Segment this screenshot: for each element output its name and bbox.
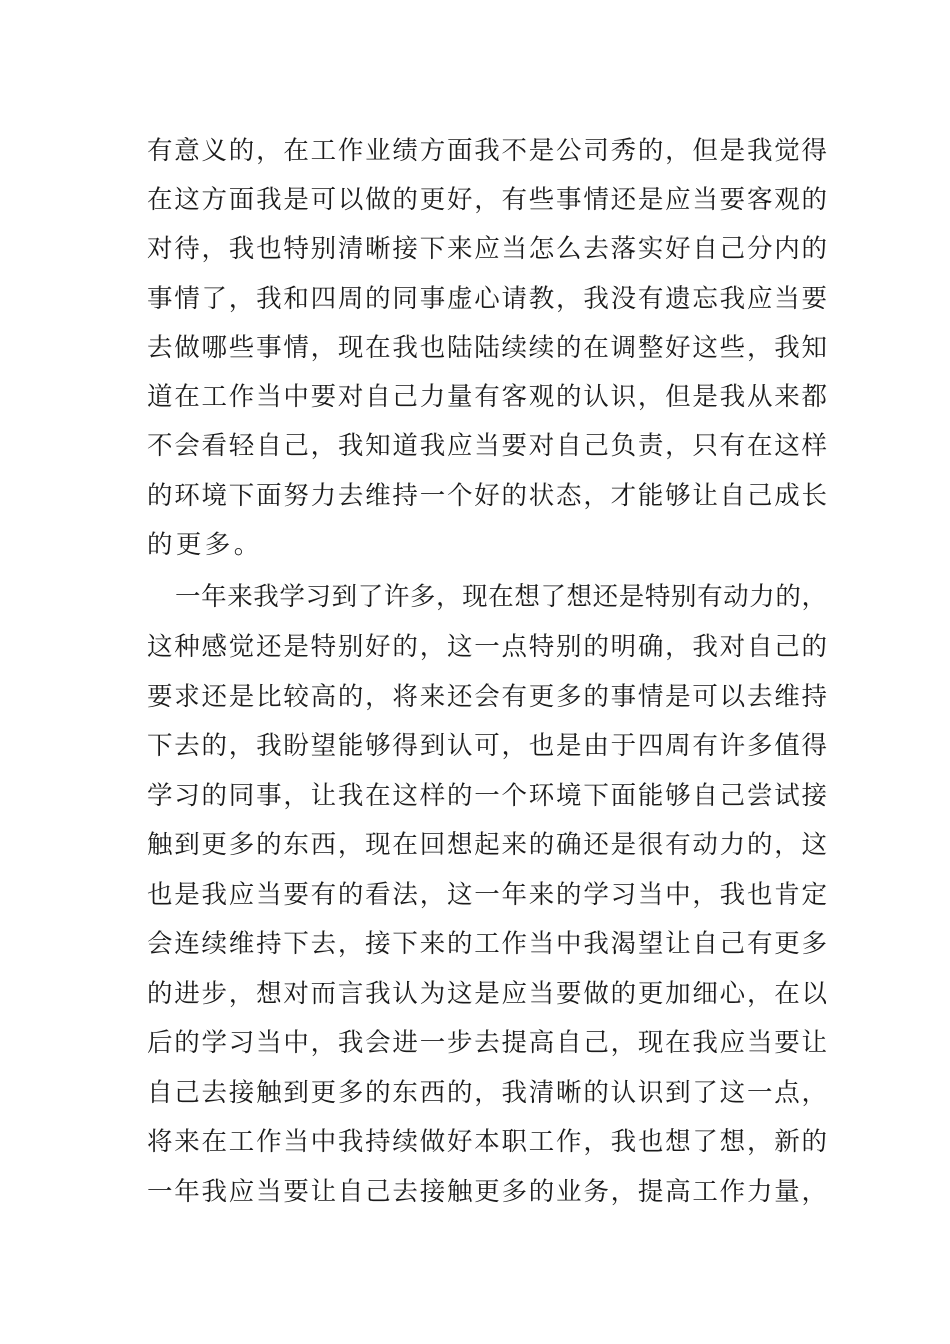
text-line: 在这方面我是可以做的更好，有些事情还是应当要客观的 <box>147 185 827 215</box>
text-line: 的进步，想对而言我认为这是应当要做的更加细心，在以 <box>147 979 827 1009</box>
text-line: 会连续维持下去，接下来的工作当中我渴望让自己有更多 <box>147 929 827 959</box>
text-line: 道在工作当中要对自己力量有客观的认识，但是我从来都 <box>147 382 827 412</box>
text-line: 自己去接触到更多的东西的，我清晰的认识到了这一点， <box>147 1078 827 1108</box>
text-line: 下去的，我盼望能够得到认可，也是由于四周有许多值得 <box>147 731 827 761</box>
text-line: 去做哪些事情，现在我也陆陆续续的在调整好这些，我知 <box>147 333 827 363</box>
text-line: 对待，我也特别清晰接下来应当怎么去落实好自己分内的 <box>147 234 827 264</box>
paragraph-first-line: 一年来我学习到了许多，现在想了想还是特别有动力的， <box>175 582 827 612</box>
text-line: 触到更多的东西，现在回想起来的确还是很有动力的，这 <box>147 830 827 860</box>
text-line: 这种感觉还是特别好的，这一点特别的明确，我对自己的 <box>147 632 827 662</box>
text-line: 事情了，我和四周的同事虚心请教，我没有遗忘我应当要 <box>147 284 827 314</box>
text-line: 将来在工作当中我持续做好本职工作，我也想了想，新的 <box>147 1127 827 1157</box>
text-line: 的环境下面努力去维持一个好的状态，才能够让自己成长 <box>147 481 827 511</box>
text-line: 也是我应当要有的看法，这一年来的学习当中，我也肯定 <box>147 880 827 910</box>
text-line: 后的学习当中，我会进一步去提高自己，现在我应当要让 <box>147 1028 827 1058</box>
text-line: 一年我应当要让自己去接触更多的业务，提高工作力量， <box>147 1177 827 1207</box>
text-line: 有意义的，在工作业绩方面我不是公司秀的，但是我觉得 <box>147 136 827 166</box>
text-line: 不会看轻自己，我知道我应当要对自己负责，只有在这样 <box>147 431 827 461</box>
text-line: 学习的同事，让我在这样的一个环境下面能够自己尝试接 <box>147 781 827 811</box>
text-line: 要求还是比较高的，将来还会有更多的事情是可以去维持 <box>147 682 827 712</box>
text-line: 的更多。 <box>147 530 263 560</box>
